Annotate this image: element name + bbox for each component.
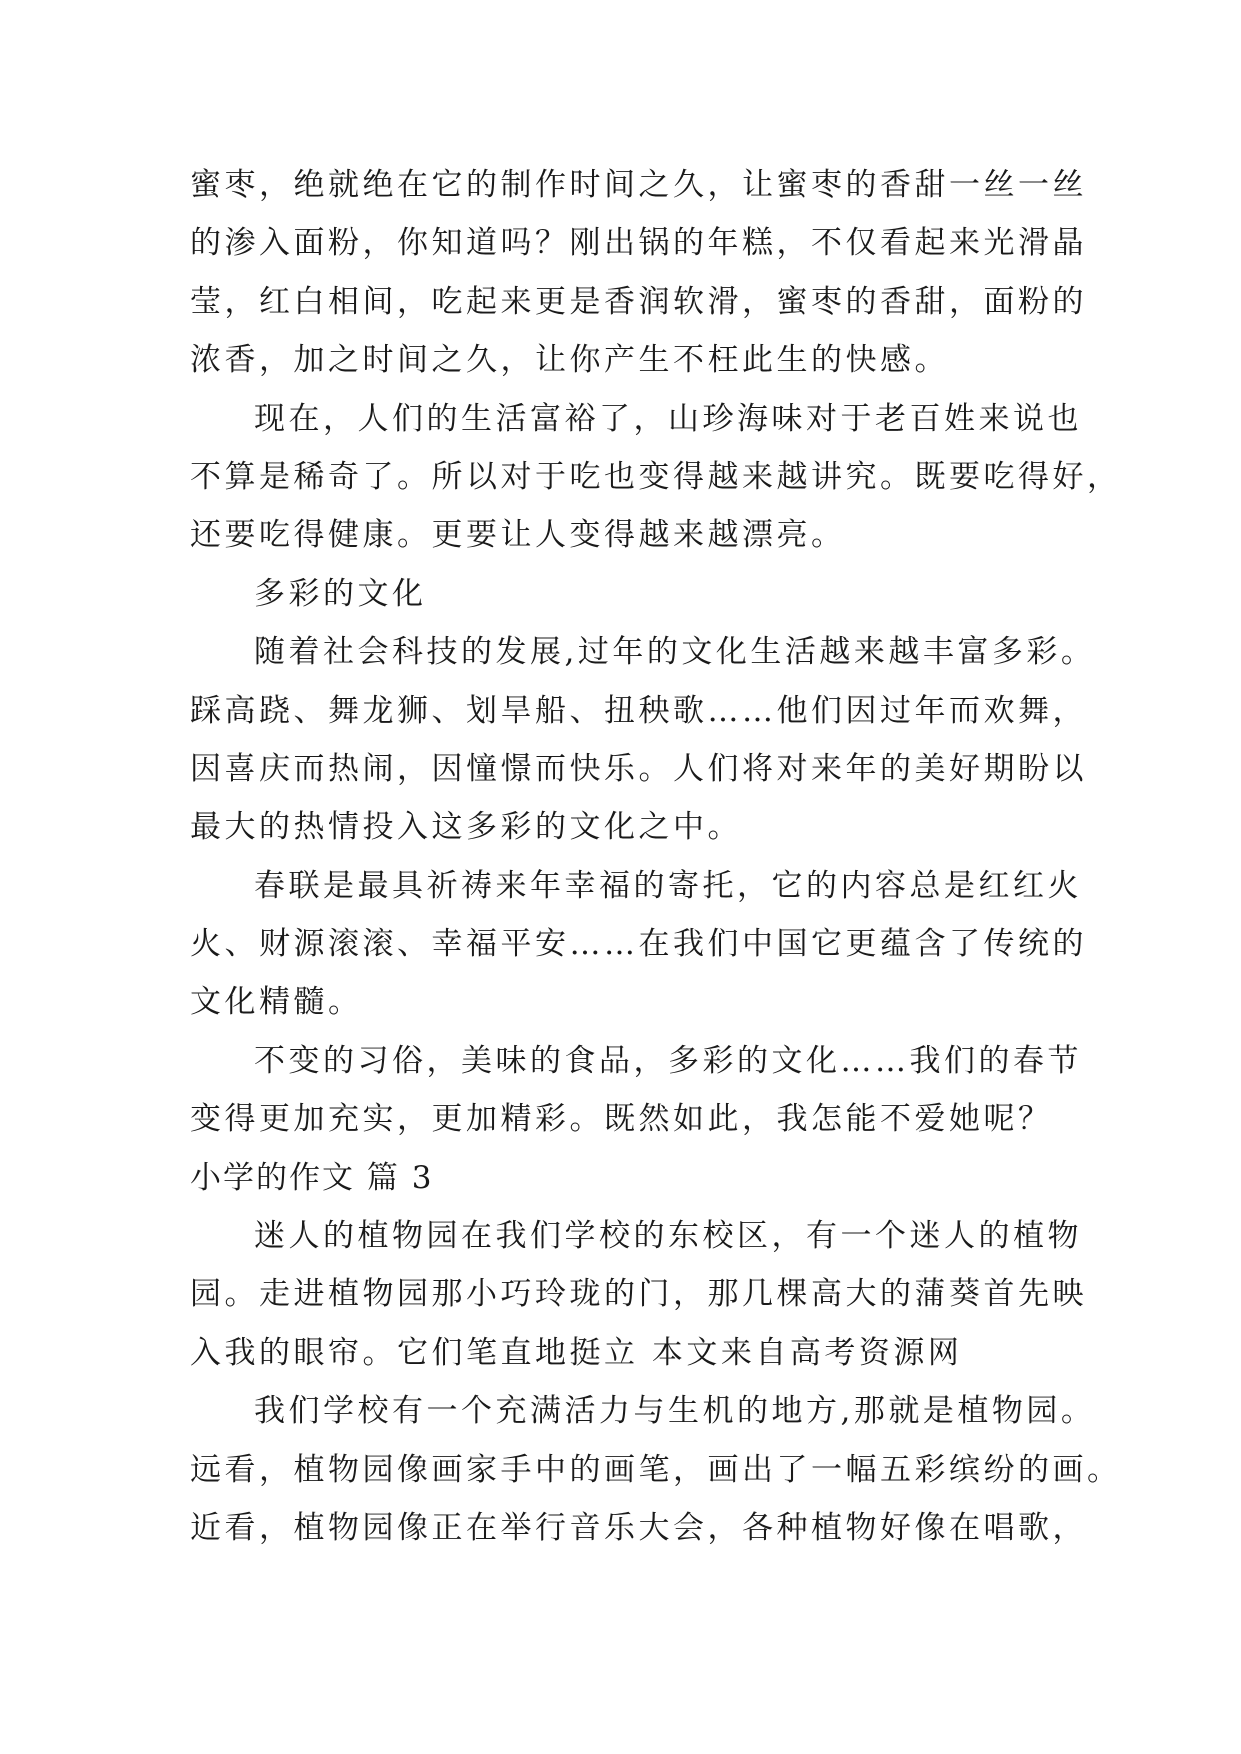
text-line: 因喜庆而热闹，因憧憬而快乐。人们将对来年的美好期盼以 bbox=[190, 750, 1087, 787]
text-line: 近看，植物园像正在举行音乐大会，各种植物好像在唱歌， bbox=[190, 1509, 1087, 1546]
text-line: 踩高跷、舞龙狮、划旱船、扭秧歌……他们因过年而欢舞， bbox=[190, 692, 1087, 729]
text-line: 随着社会科技的发展,过年的文化生活越来越丰富多彩。 bbox=[254, 634, 1096, 671]
text-line: 文化精髓。 bbox=[190, 984, 363, 1021]
text-line: 不变的习俗，美味的食品，多彩的文化……我们的春节 bbox=[254, 1042, 1082, 1079]
text-line: 的渗入面粉，你知道吗？刚出锅的年糕，不仅看起来光滑晶 bbox=[190, 225, 1087, 262]
text-line: 春联是最具祈祷来年幸福的寄托，它的内容总是红红火 bbox=[254, 867, 1082, 904]
text-line: 现在，人们的生活富裕了，山珍海味对于老百姓来说也 bbox=[254, 400, 1082, 437]
text-line: 火、财源滚滚、幸福平安……在我们中国它更蕴含了传统的 bbox=[190, 926, 1087, 963]
text-line: 莹，红白相间，吃起来更是香润软滑，蜜枣的香甜，面粉的 bbox=[190, 283, 1087, 320]
text-line: 蜜枣，绝就绝在它的制作时间之久，让蜜枣的香甜一丝一丝 bbox=[190, 167, 1087, 203]
text-line: 浓香，加之时间之久，让你产生不枉此生的快感。 bbox=[190, 342, 949, 379]
text-line: 不算是稀奇了。所以对于吃也变得越来越讲究。既要吃得好， bbox=[190, 458, 1122, 495]
article-heading: 小学的作文 篇 3 bbox=[190, 1159, 434, 1196]
text-line: 还要吃得健康。更要让人变得越来越漂亮。 bbox=[190, 517, 846, 554]
section-subheading: 多彩的文化 bbox=[254, 575, 427, 612]
text-line: 入我的眼帘。它们笔直地挺立 本文来自高考资源网 bbox=[190, 1334, 963, 1371]
text-line: 最大的热情投入这多彩的文化之中。 bbox=[190, 809, 742, 846]
document-body bbox=[190, 156, 1122, 1557]
text-line: 园。走进植物园那小巧玲珑的门，那几棵高大的蒲葵首先映 bbox=[190, 1276, 1087, 1313]
text-line: 我们学校有一个充满活力与生机的地方,那就是植物园。 bbox=[254, 1393, 1096, 1430]
text-line: 迷人的植物园在我们学校的东校区，有一个迷人的植物 bbox=[254, 1218, 1082, 1255]
text-line: 变得更加充实，更加精彩。既然如此，我怎能不爱她呢？ bbox=[190, 1101, 1053, 1138]
text-line: 远看，植物园像画家手中的画笔，画出了一幅五彩缤纷的画。 bbox=[190, 1451, 1122, 1488]
